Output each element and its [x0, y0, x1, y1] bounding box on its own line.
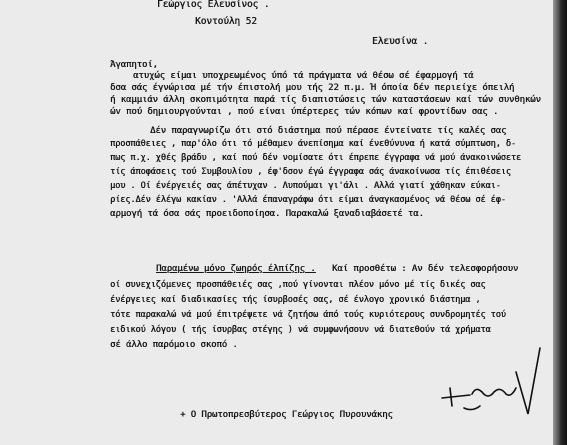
paragraph-3-line: τότε παρακαλώ νά μού έπιτρέψετε νά ζητήσω άπό τούς κυριότερους συνδρομητές τού	[110, 310, 506, 320]
handwritten-signature	[430, 328, 550, 433]
paragraph-1-line: ή καμμιάν άλλη σκοπιμότητα παρά τίς διαπιστώσεις τών καταστάσεων καί τών συνθηκών	[110, 95, 541, 105]
paragraph-2-line: πως π.χ. χθές βράδυ , καί πού δέν νομίσατε ότι έπρεπε έγγραφα νά μού άνακοινώσετε	[110, 153, 521, 163]
salutation: Άγαπητοί,	[110, 60, 158, 70]
paragraph-3-line: ένέργειες καί διαδικασίες τής ίσυρβοσές σας, σέ ένλογο χρονικό διάστημα ,	[110, 295, 481, 305]
scan-dark-edge	[553, 0, 567, 445]
paragraph-2-line: αρμογή τά όσα σάς προειδοποίησα. Παρακαλώ ξαναδιαβάσετέ τα.	[110, 209, 424, 219]
sender-street: Κοντούλη 52	[195, 16, 257, 27]
paragraph-1-line: ατυχώς είμαι υποχρεωμένος ύπό τά πράγματα νά θέσω σέ έφαρμογή τά	[133, 71, 474, 81]
sender-city: Ελευσίνα .	[372, 36, 429, 47]
paragraph-2-line: Δέν παραγνωρίζω ότι στό διάστημα πού πέρασε έντείνατε τίς καλές σας	[150, 126, 507, 136]
paragraph-2-line: ρίες.Δέν έλέγω κακίαν . 'Αλλά έπαναγράφω ότι είμαι άναγκασμένος νά θέσω σέ έφ-	[110, 195, 506, 205]
paragraph-3-line: σέ άλλο παρόμοιο σκοπό .	[110, 340, 238, 350]
paragraph-1-line: δσα σάς έγνώρισα μέ τήν έπιστολή μου τής 22 π.μ. Ή όποία δέν περιείχε όπειλή	[110, 83, 515, 93]
paragraph-3-line: Καί προσθέτω : Αν δέν τελεσφορήσουν	[332, 264, 519, 274]
sender-name: Γεώργιος Ελευσίνος .	[157, 0, 270, 10]
paragraph-2-line: τίς άποφάσεις τού Συμβουλίου , έφ'δσον έγώ έγγραφα σάς άνακοίνωσα τίς έπιθέσεις	[110, 167, 511, 177]
paragraph-2-line: προσπάθειες , παρ'όλο ότι τό μέθαμεν άνεπίσημα καί ένεθύνυνα ή κατά σύμπτωση, δ-	[110, 139, 516, 149]
paragraph-2-line: μου . Οί ένέργειές σας άπέτυχαν . Λυπούμαι γι'άλι . Αλλά γιατί χάθηκαν εύκαι-	[110, 181, 501, 191]
paragraph-3-line: οί συνεχιζόμενες προσπάθειές σας ,πού γίνονται πλέον μόνο μέ τίς δικές σας	[110, 280, 486, 290]
paragraph-3-line: ειδικού λόγου ( τής ίσυρβας στέγης ) νά συμφωνήσουν νά διατεθούν τά χρήματα	[110, 325, 491, 335]
underlined-phrase: Παραμένω μόνο ζωηρός έλπίζης .	[156, 264, 316, 274]
paragraph-1-line: ώv πού δημιουργούνται , πού είναι ύπέρτερες τών κόπων καί φροντίδων σας .	[110, 107, 499, 117]
signer-name: + Ο Πρωτοπρεσβύτερος Γεώργιος Πυρουνάκης	[180, 410, 393, 420]
